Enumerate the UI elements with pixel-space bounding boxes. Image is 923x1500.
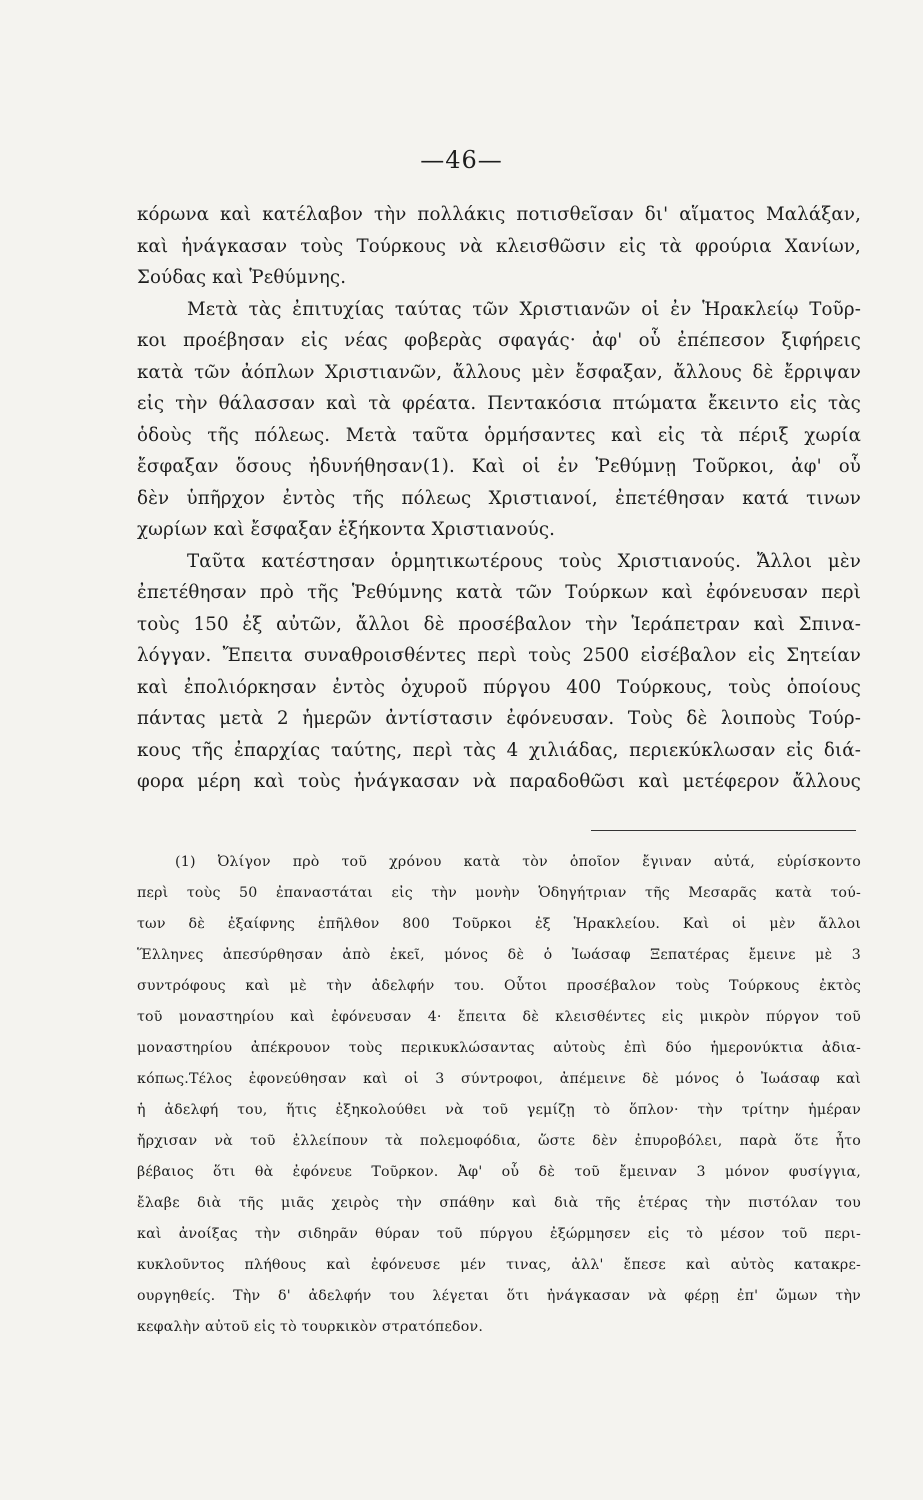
text-line: κοι προέβησαν εἰς νέας φοβερὰς σφαγάς· ἀφ' οὗ ἐπέπεσον ξιφήρεις	[137, 330, 861, 351]
footnote-line: περὶ τοὺς 50 ἐπαναστάται εἰς τὴν μονὴν Ὁδηγήτριαν τῆς Μεσαρᾶς κατὰ τού-	[137, 885, 861, 901]
footnote-line: (1) Ὀλίγον πρὸ τοῦ χρόνου κατὰ τὸν ὁποῖον ἔγιναν αὐτά, εὑρίσκοντο	[175, 854, 861, 870]
footnote-line: ἤρχισαν νὰ τοῦ ἐλλείπουν τὰ πολεμοφόδια, ὥστε δὲν ἐπυροβόλει, παρὰ ὅτε ἦτο	[137, 1133, 861, 1149]
footnote-line: ἡ ἀδελφή του, ἥτις ἐξηκολούθει νὰ τοῦ γεμίζῃ τὸ ὅπλον· τὴν τρίτην ἡμέραν	[137, 1102, 861, 1118]
text-line: δὲν ὑπῆρχον ἐντὸς τῆς πόλεως Χριστιανοί, ἐπετέθησαν κατά τινων	[137, 487, 861, 509]
text-line: καὶ ἐπολιόρκησαν ἐντὸς ὀχυροῦ πύργου 400 Τούρκους, τοὺς ὁποίους	[137, 676, 861, 698]
text-line: λόγγαν. Ἔπειτα συναθροισθέντες περὶ τοὺς 2500 εἰσέβαλον εἰς Σητείαν	[137, 645, 861, 666]
footnote-line: κόπως.Τέλος ἐφονεύθησαν καὶ οἱ 3 σύντροφοι, ἀπέμεινε δὲ μόνος ὁ Ἰωάσαφ καὶ	[137, 1071, 861, 1087]
page-number: —46—	[420, 146, 503, 174]
footnote-divider	[591, 830, 856, 831]
text-line: χωρίων καὶ ἔσφαξαν ἑξήκοντα Χριστιανούς.	[137, 519, 556, 540]
text-line: Ταῦτα κατέστησαν ὁρμητικωτέρους τοὺς Χριστιανούς. Ἄλλοι μὲν	[187, 550, 861, 572]
text-line: ἐπετέθησαν πρὸ τῆς Ῥεθύμνης κατὰ τῶν Τούρκων καὶ ἐφόνευσαν περὶ	[137, 582, 861, 603]
text-line: τοὺς 150 ἐξ αὐτῶν, ἄλλοι δὲ προσέβαλον τὴν Ἱεράπετραν καὶ Σπινα-	[137, 613, 861, 635]
footnote-line: Ἕλληνες ἀπεσύρθησαν ἀπὸ ἐκεῖ, μόνος δὲ ὁ Ἰωάσαφ Ξεπατέρας ἔμεινε μὲ 3	[137, 947, 861, 963]
footnote-line: κεφαλὴν αὐτοῦ εἰς τὸ τουρκικὸν στρατόπεδον.	[137, 1319, 484, 1335]
footnote-line: ουργηθείς. Τὴν δ' ἀδελφήν του λέγεται ὅτι ἠνάγκασαν νὰ φέρῃ ἐπ' ὤμων τὴν	[137, 1288, 861, 1304]
text-line: ὁδοὺς τῆς πόλεως. Μετὰ ταῦτα ὁρμήσαντες καὶ εἰς τὰ πέριξ χωρία	[137, 424, 861, 446]
main-text	[137, 199, 861, 798]
text-line: πάντας μετὰ 2 ἡμερῶν ἀντίστασιν ἐφόνευσαν. Τοὺς δὲ λοιποὺς Τούρ-	[137, 708, 861, 729]
footnote-line: καὶ ἀνοίξας τὴν σιδηρᾶν θύραν τοῦ πύργου ἐξώρμησεν εἰς τὸ μέσον τοῦ περι-	[137, 1226, 861, 1242]
footnote-line: βέβαιος ὅτι θὰ ἐφόνευε Τοῦρκον. Ἀφ' οὗ δὲ τοῦ ἔμειναν 3 μόνον φυσίγγια,	[137, 1164, 861, 1180]
text-line: κόρωνα καὶ κατέλαβον τὴν πολλάκις ποτισθεῖσαν δι' αἵματος Μαλάξαν,	[137, 204, 861, 225]
text-line: κατὰ τῶν ἀόπλων Χριστιανῶν, ἄλλους μὲν ἔσφαξαν, ἄλλους δὲ ἔρριψαν	[137, 361, 861, 383]
footnote-line: των δὲ ἐξαίφνης ἐπῆλθον 800 Τοῦρκοι ἐξ Ἡρακλείου. Καὶ οἱ μὲν ἄλλοι	[137, 916, 861, 932]
footnote-line: κυκλοῦντος πλήθους καὶ ἐφόνευσε μέν τινας, ἀλλ' ἔπεσε καὶ αὐτὸς κατακρε-	[137, 1257, 861, 1273]
text-line: ἔσφαξαν ὅσους ἠδυνήθησαν(1). Καὶ οἱ ἐν Ῥεθύμνῃ Τοῦρκοι, ἀφ' οὗ	[137, 456, 861, 477]
footnote-line: συντρόφους καὶ μὲ τὴν ἀδελφήν του. Οὗτοι προσέβαλον τοὺς Τούρκους ἐκτὸς	[137, 978, 861, 994]
text-line: φορα μέρη καὶ τοὺς ἠνάγκασαν νὰ παραδοθῶσι καὶ μετέφερον ἄλλους	[137, 771, 861, 792]
footnote-line: μοναστηρίου ἀπέκρουον τοὺς περικυκλώσαντας αὐτοὺς ἐπὶ δύο ἡμερονύκτια ἀδια-	[137, 1040, 861, 1056]
text-line: κους τῆς ἐπαρχίας ταύτης, περὶ τὰς 4 χιλιάδας, περιεκύκλωσαν εἰς διά-	[137, 739, 861, 761]
footnote-line: τοῦ μοναστηρίου καὶ ἐφόνευσαν 4· ἔπειτα δὲ κλεισθέντες εἰς μικρὸν πύργον τοῦ	[137, 1009, 861, 1025]
text-line: καὶ ἠνάγκασαν τοὺς Τούρκους νὰ κλεισθῶσιν εἰς τὰ φρούρια Χανίων,	[137, 235, 861, 257]
footnote	[137, 847, 861, 1343]
text-line: εἰς τὴν θάλασσαν καὶ τὰ φρέατα. Πεντακόσια πτώματα ἔκειντο εἰς τὰς	[137, 393, 861, 414]
footnote-line: ἔλαβε διὰ τῆς μιᾶς χειρὸς τὴν σπάθην καὶ διὰ τῆς ἑτέρας τὴν πιστόλαν του	[137, 1195, 861, 1211]
text-line: Μετὰ τὰς ἐπιτυχίας ταύτας τῶν Χριστιανῶν οἱ ἐν Ἡρακλείῳ Τοῦρ-	[187, 298, 861, 320]
text-line: Σούδας καὶ Ῥεθύμνης.	[137, 267, 347, 288]
